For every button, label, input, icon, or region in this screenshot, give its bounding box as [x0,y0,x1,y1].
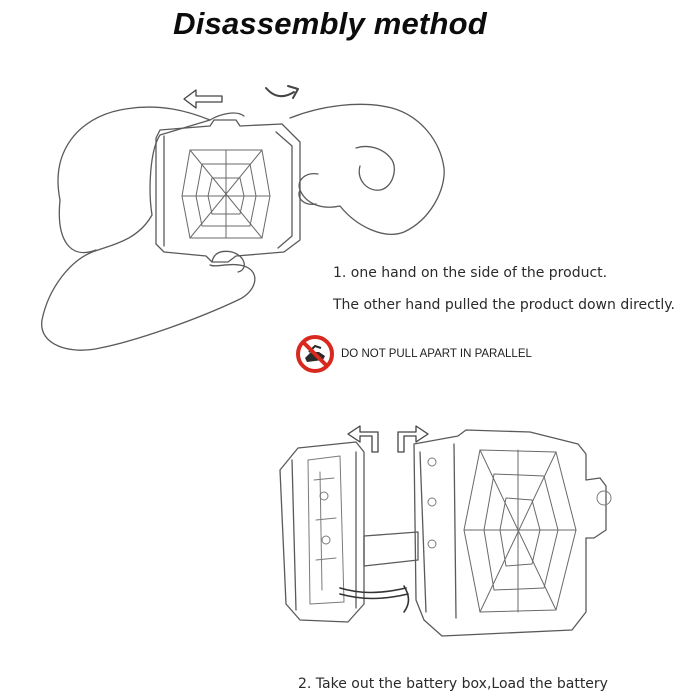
device-step2 [414,430,611,636]
step2-illustration [280,426,611,636]
right-hand [290,104,444,234]
no-pulling-icon [295,334,335,374]
pull-left-arrow-icon [184,90,222,108]
step1-line1: 1. one hand on the side of the product. [333,265,608,281]
step1-line2: The other hand pulled the product down directly. [333,297,675,313]
battery-box [280,442,409,622]
separate-arrows-icon [348,426,428,452]
left-hand [42,107,255,350]
warning-text: DO NOT PULL APART IN PARALLEL [341,348,532,360]
step2-caption: 2. Take out the battery box,Load the battery [298,676,608,692]
device-step1 [156,120,300,262]
warning-notice [295,334,532,374]
rotate-down-arrow-icon [266,86,298,98]
page-title: Disassembly method [173,6,487,41]
